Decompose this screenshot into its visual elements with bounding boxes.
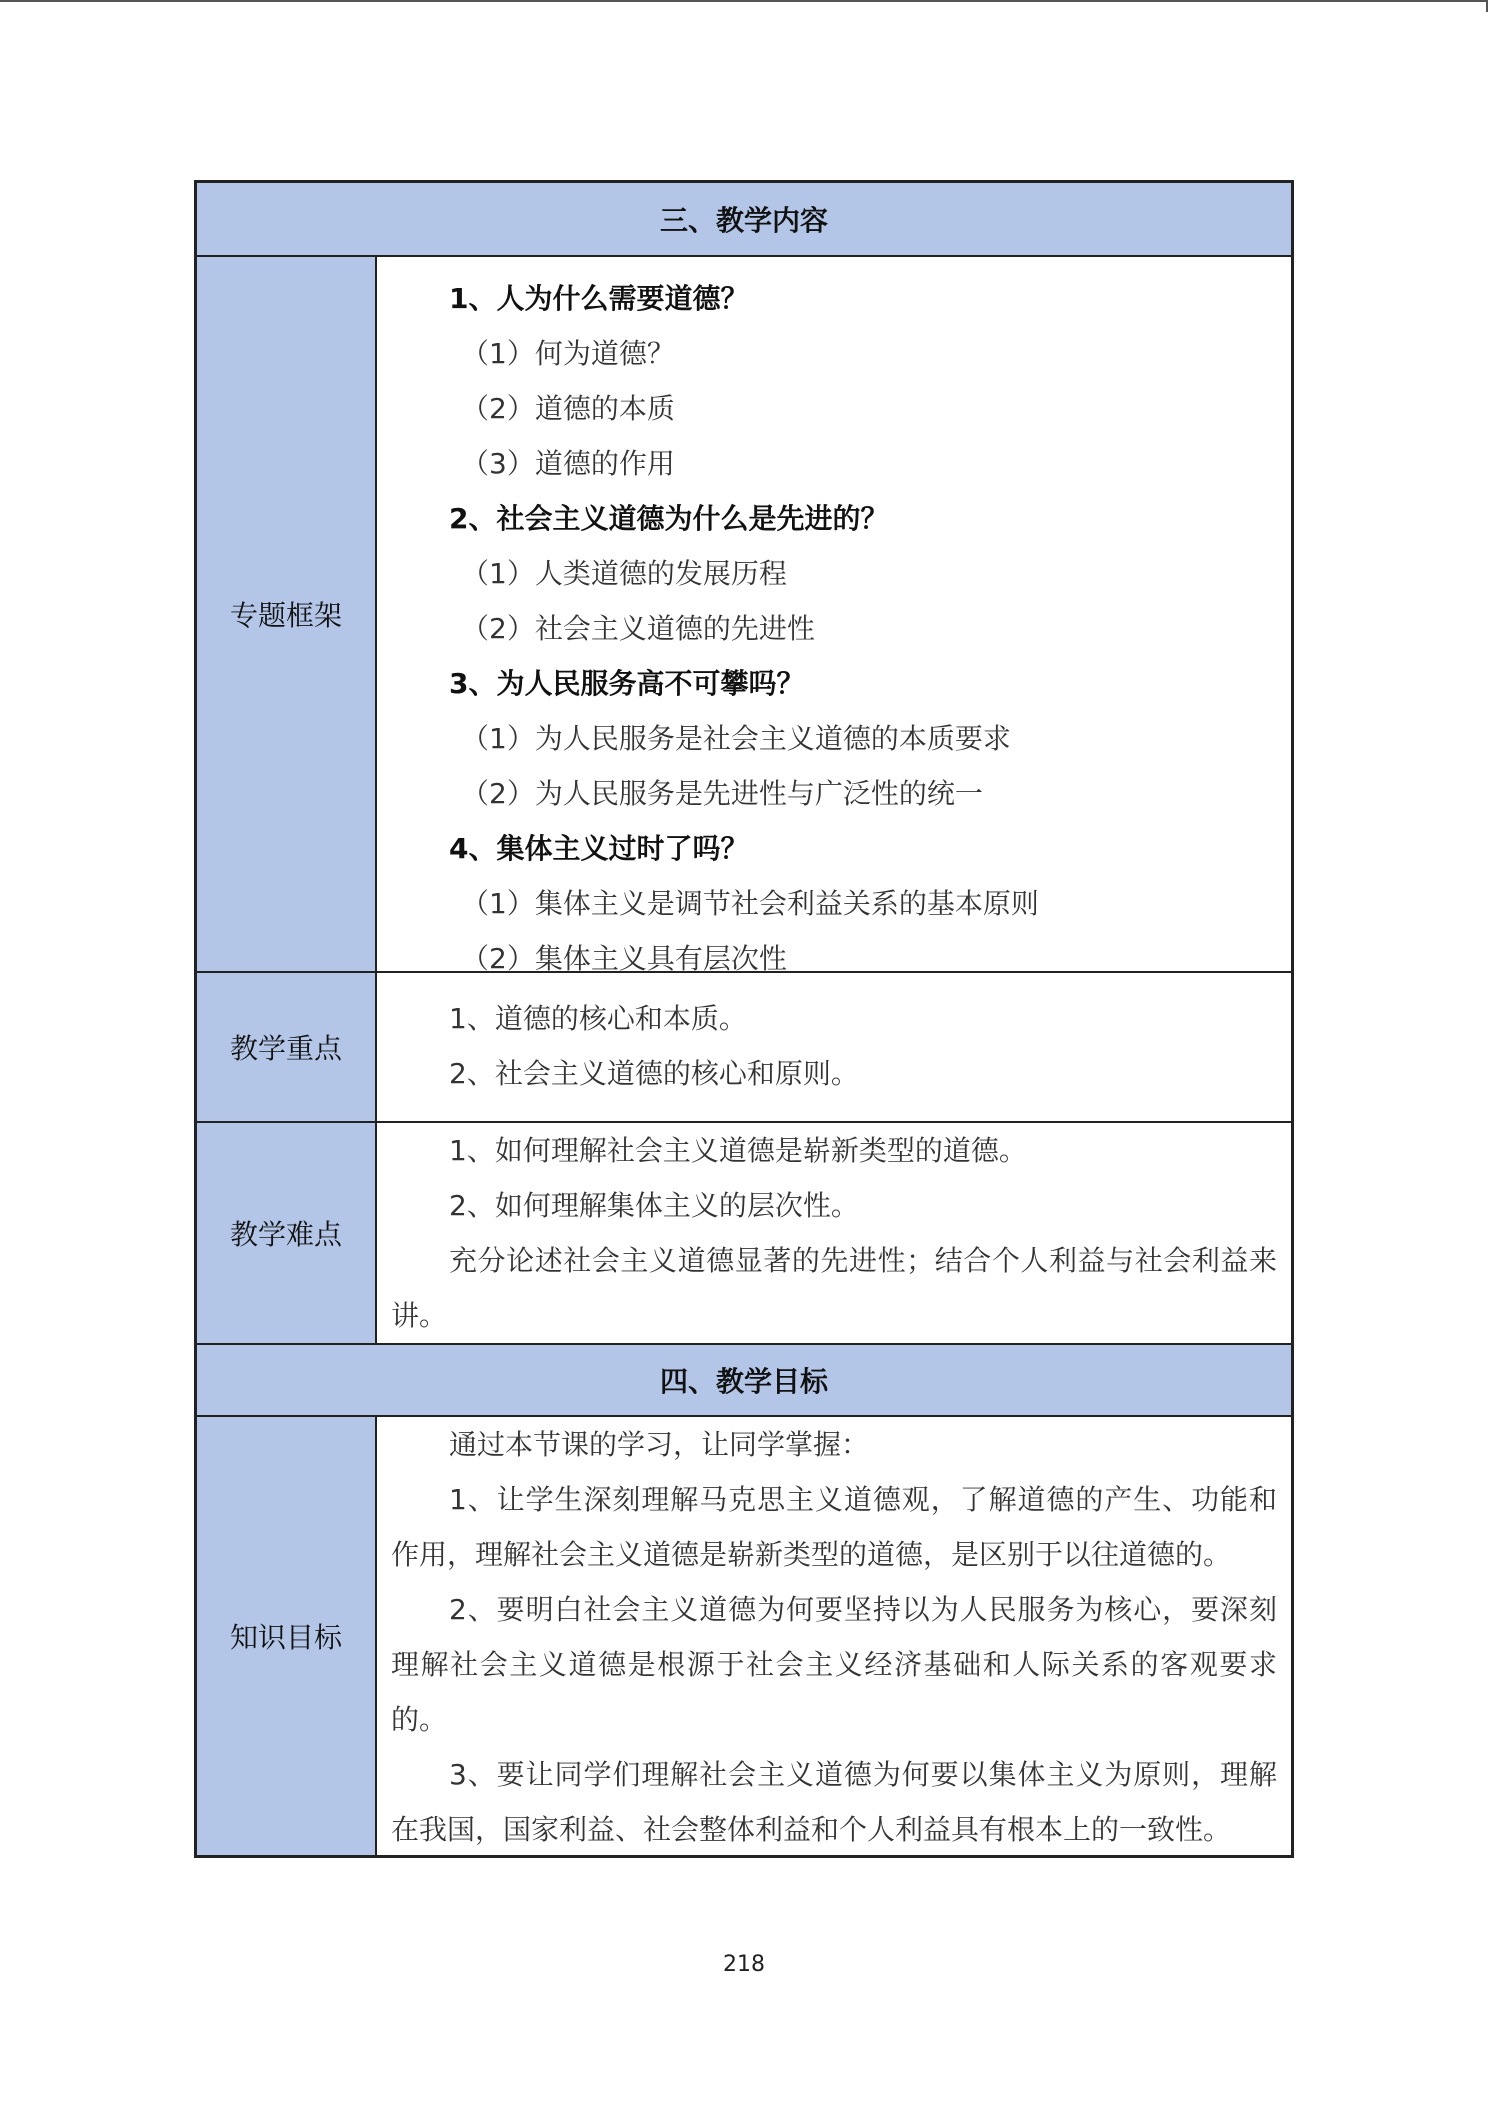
key-points-content bbox=[377, 973, 1291, 1121]
key-point-item: 1、道德的核心和本质。 bbox=[449, 1002, 747, 1035]
framework-line: 2、社会主义道德为什么是先进的？ bbox=[449, 502, 889, 535]
knowledge-paragraph: 2、要明白社会主义道德为何要坚持以为人民服务为核心，要深刻理解社会主义道德是根源于社会主义经济基础和人际关系的客观要求的。 bbox=[391, 1593, 1277, 1736]
framework-line: 1、人为什么需要道德？ bbox=[449, 282, 749, 315]
difficulty-paragraph: 充分论述社会主义道德显著的先进性；结合个人利益与社会利益来讲。 bbox=[391, 1244, 1277, 1332]
lesson-plan-table bbox=[194, 180, 1294, 1858]
key-point-item: 2、社会主义道德的核心和原则。 bbox=[449, 1057, 859, 1090]
difficulties-label: 教学难点 bbox=[197, 1123, 377, 1343]
framework-line: （2）社会主义道德的先进性 bbox=[461, 612, 815, 645]
key-points-label: 教学重点 bbox=[197, 973, 377, 1121]
framework-line: （1）为人民服务是社会主义道德的本质要求 bbox=[461, 722, 1011, 755]
knowledge-paragraph: 3、要让同学们理解社会主义道德为何要以集体主义为原则，理解在我国，国家利益、社会整体利益和个人利益具有根本上的一致性。 bbox=[391, 1758, 1277, 1846]
page-top-border bbox=[0, 0, 1488, 2]
framework-line: （2）道德的本质 bbox=[461, 392, 675, 425]
section3-header: 三、教学内容 bbox=[197, 183, 1291, 255]
difficulty-item: 2、如何理解集体主义的层次性。 bbox=[449, 1189, 859, 1222]
framework-line: 4、集体主义过时了吗？ bbox=[449, 832, 749, 865]
framework-line: （3）道德的作用 bbox=[461, 447, 675, 480]
difficulty-item: 1、如何理解社会主义道德是崭新类型的道德。 bbox=[449, 1134, 1027, 1167]
key-points-row bbox=[197, 971, 1291, 1121]
framework-label: 专题框架 bbox=[197, 257, 377, 971]
section4-header: 四、教学目标 bbox=[197, 1343, 1291, 1415]
framework-line: （1）集体主义是调节社会利益关系的基本原则 bbox=[461, 887, 1039, 920]
knowledge-row bbox=[197, 1415, 1291, 1855]
knowledge-paragraph: 1、让学生深刻理解马克思主义道德观，了解道德的产生、功能和作用，理解社会主义道德是崭新类型的道德，是区别于以往道德的。 bbox=[391, 1483, 1277, 1571]
knowledge-label: 知识目标 bbox=[197, 1417, 377, 1855]
framework-line: （1）何为道德？ bbox=[461, 337, 675, 370]
framework-line: （2）集体主义具有层次性 bbox=[461, 942, 787, 975]
framework-row bbox=[197, 255, 1291, 975]
knowledge-paragraph: 通过本节课的学习，让同学掌握： bbox=[449, 1428, 870, 1461]
framework-line: （1）人类道德的发展历程 bbox=[461, 557, 787, 590]
difficulties-row bbox=[197, 1121, 1291, 1343]
framework-content bbox=[377, 257, 1291, 975]
framework-line: （2）为人民服务是先进性与广泛性的统一 bbox=[461, 777, 983, 810]
framework-line: 3、为人民服务高不可攀吗？ bbox=[449, 667, 805, 700]
page-number: 218 bbox=[723, 1952, 765, 1977]
knowledge-content bbox=[377, 1417, 1291, 1855]
difficulties-content bbox=[377, 1123, 1291, 1343]
